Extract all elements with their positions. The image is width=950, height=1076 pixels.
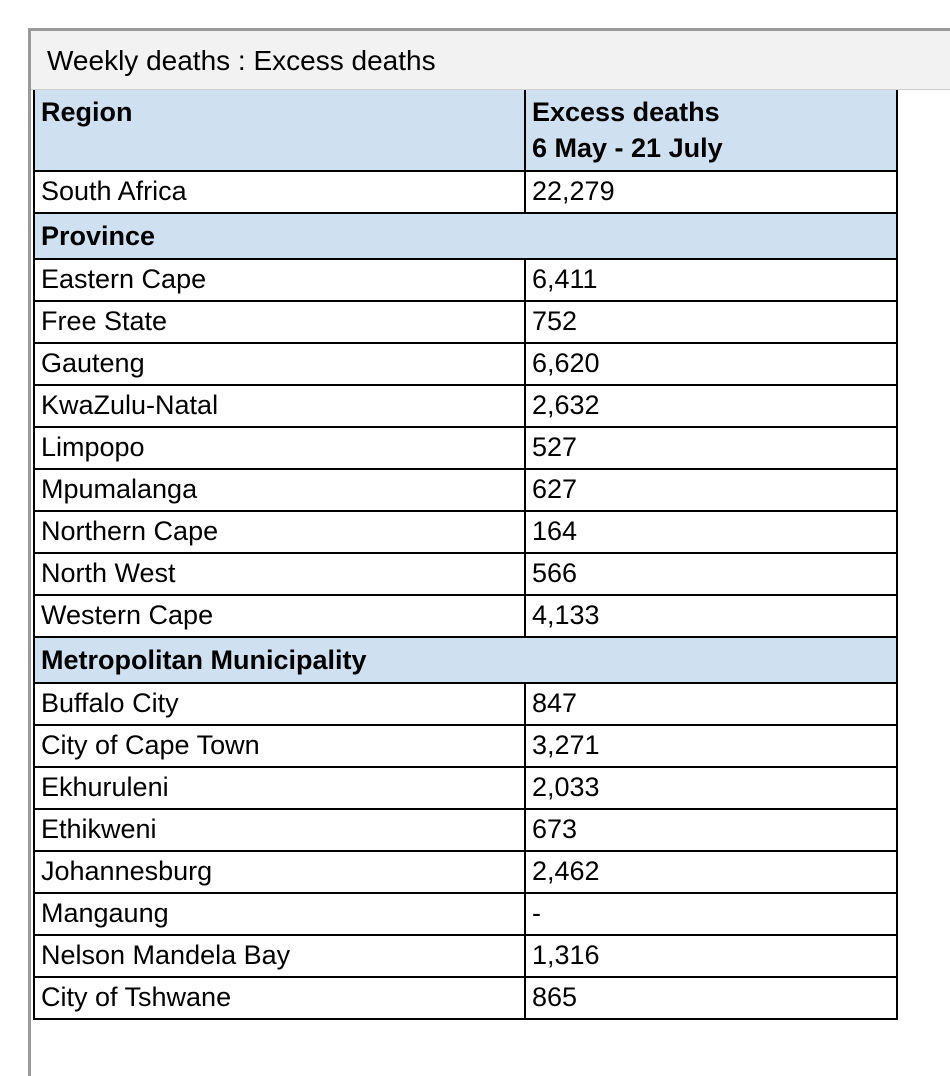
value-cell: 22,279 xyxy=(525,171,897,213)
table-row xyxy=(34,725,897,767)
excess-deaths-column-header xyxy=(525,90,897,171)
table-row xyxy=(34,259,897,301)
region-cell: City of Tshwane xyxy=(34,977,525,1019)
value-cell: 673 xyxy=(525,809,897,851)
table-row xyxy=(34,977,897,1019)
section-header-province xyxy=(34,213,897,259)
region-cell: Nelson Mandela Bay xyxy=(34,935,525,977)
table-row xyxy=(34,767,897,809)
region-cell: Buffalo City xyxy=(34,683,525,725)
table-row xyxy=(34,511,897,553)
section-label: Province xyxy=(34,213,897,259)
value-cell: 2,462 xyxy=(525,851,897,893)
value-cell: 164 xyxy=(525,511,897,553)
excess-header-line1: Excess deaths xyxy=(532,97,720,127)
region-header-label: Region xyxy=(41,97,133,127)
value-cell: 865 xyxy=(525,977,897,1019)
value-cell: 3,271 xyxy=(525,725,897,767)
table-row xyxy=(34,553,897,595)
value-cell: 847 xyxy=(525,683,897,725)
value-cell: 1,316 xyxy=(525,935,897,977)
value-cell: 752 xyxy=(525,301,897,343)
table-row xyxy=(34,809,897,851)
table-row xyxy=(34,343,897,385)
excess-deaths-panel xyxy=(28,28,950,1076)
region-column-header xyxy=(34,90,525,171)
section-header-metro xyxy=(34,637,897,683)
region-cell: Northern Cape xyxy=(34,511,525,553)
region-cell: Mpumalanga xyxy=(34,469,525,511)
excess-deaths-table xyxy=(33,90,898,1020)
table-row-national xyxy=(34,171,897,213)
region-cell: Johannesburg xyxy=(34,851,525,893)
region-cell: Eastern Cape xyxy=(34,259,525,301)
value-cell: 566 xyxy=(525,553,897,595)
table-row xyxy=(34,893,897,935)
value-cell: - xyxy=(525,893,897,935)
value-cell: 2,632 xyxy=(525,385,897,427)
table-row xyxy=(34,427,897,469)
table-row xyxy=(34,385,897,427)
value-cell: 527 xyxy=(525,427,897,469)
value-cell: 627 xyxy=(525,469,897,511)
table-row xyxy=(34,301,897,343)
value-cell: 6,620 xyxy=(525,343,897,385)
region-cell: Limpopo xyxy=(34,427,525,469)
table-row xyxy=(34,595,897,637)
table-row xyxy=(34,683,897,725)
region-cell: South Africa xyxy=(34,171,525,213)
region-cell: North West xyxy=(34,553,525,595)
region-cell: Gauteng xyxy=(34,343,525,385)
region-cell: Free State xyxy=(34,301,525,343)
region-cell: Mangaung xyxy=(34,893,525,935)
region-cell: Ekhuruleni xyxy=(34,767,525,809)
section-label: Metropolitan Municipality xyxy=(34,637,897,683)
value-cell: 6,411 xyxy=(525,259,897,301)
table-row xyxy=(34,851,897,893)
excess-header-line2: 6 May - 21 July xyxy=(532,133,723,163)
region-cell: Ethikweni xyxy=(34,809,525,851)
region-cell: City of Cape Town xyxy=(34,725,525,767)
value-cell: 4,133 xyxy=(525,595,897,637)
value-cell: 2,033 xyxy=(525,767,897,809)
region-cell: Western Cape xyxy=(34,595,525,637)
table-header-row xyxy=(34,90,897,171)
panel-title: Weekly deaths : Excess deaths xyxy=(31,31,950,90)
table-row xyxy=(34,935,897,977)
region-cell: KwaZulu-Natal xyxy=(34,385,525,427)
table-row xyxy=(34,469,897,511)
